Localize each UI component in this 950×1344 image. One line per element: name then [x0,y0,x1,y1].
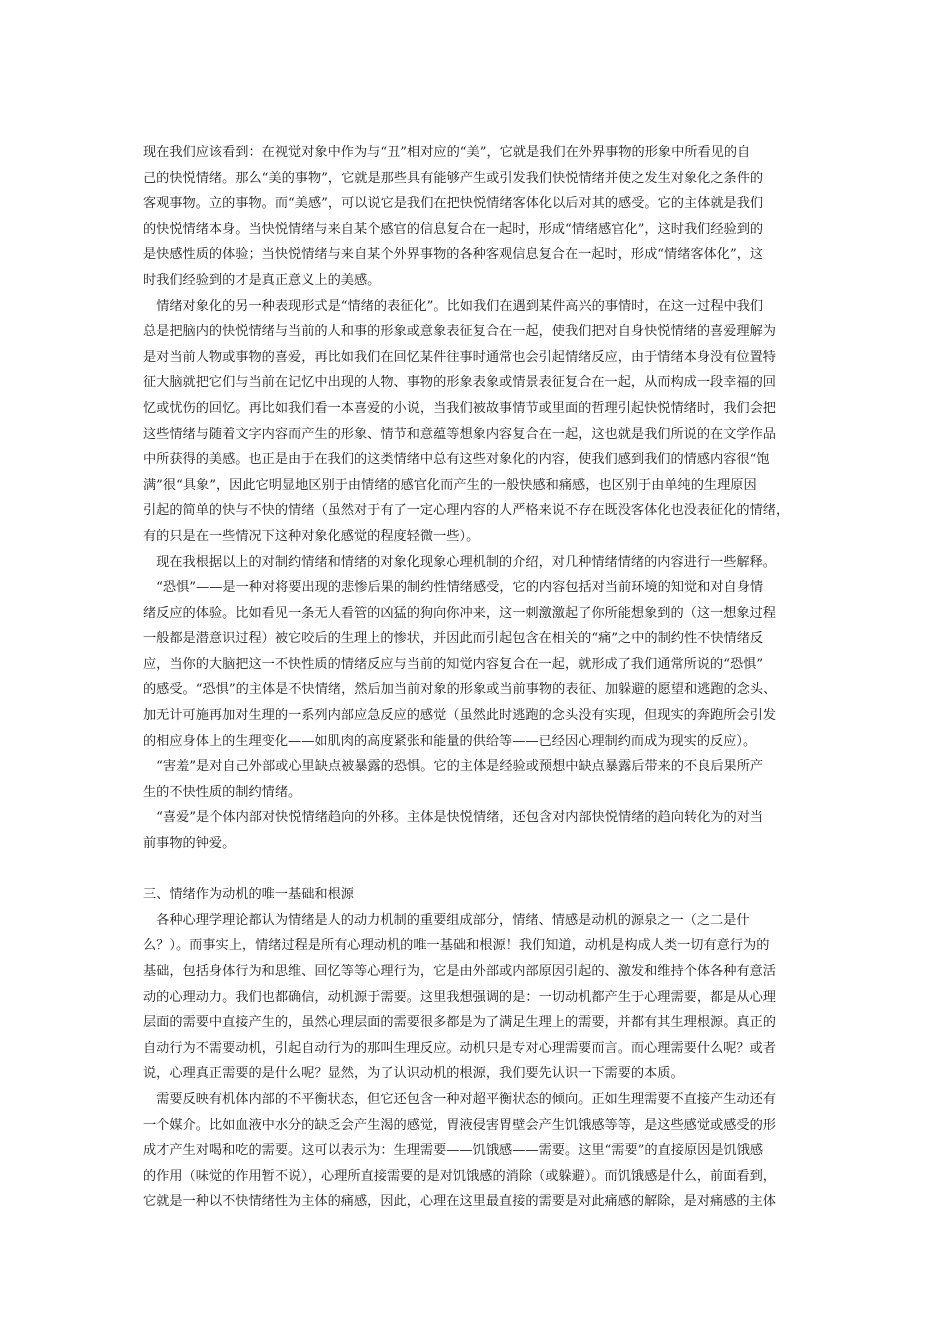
text-line: 前事物的钟爱。 [143,836,236,852]
text-line: 总是把脑内的快悦情绪与当前的人和事的形象或意象表征复合在一起，使我们把对自身快悦情绪的喜爱理解为 [143,324,776,340]
document-body [143,140,833,1215]
text-line: 时我们经验到的才是真正意义上的美感。 [143,272,381,288]
text-line: 需要反映有机体内部的不平衡状态，但它还包含一种对超平衡状态的倾向。正如生理需要不直接产生动还有 [143,1091,776,1107]
blank-line [143,857,833,883]
text-line: 动的心理动力。我们也都确信，动机源于需要。这里我想强调的是：一切动机都产生于心理需要，都是从心理 [143,989,776,1005]
text-line: 情绪对象化的另一种表现形式是“情绪的表征化”。比如我们在遇到某件高兴的事情时，在这一过程中我们 [143,298,764,314]
text-line: 基础，包括身体行为和思维、回忆等等心理行为，它是由外部或内部原因引起的、激发和维持个体各种有意活 [143,964,776,979]
text-line: 的作用（味觉的作用暂不说），心理所直接需要的是对饥饿感的消除（或躲避）。而饥饿感是什么，前面看到， [143,1168,776,1184]
text-line: 加无计可施再加对生理的一系列内部应急反应的感觉（虽然此时逃跑的念头没有实现，但现实的奔跑所会引发 [143,708,776,724]
text-line: 的快悦情绪本身。当快悦情绪与来自某个感官的信息复合在一起时，形成“情绪感官化”，这时我们经验到的 [143,221,764,237]
text-line: 现在我们应该看到：在视觉对象中作为与“丑”相对应的“美”，它就是我们在外界事物的形象中所看见的自 [143,145,751,160]
text-line: 的相应身体上的生理变化——如肌肉的高度紧张和能量的供给等——已经因心理制约而成为现实的反应）。 [143,733,757,749]
text-line: 它就是一种以不快情绪性为主体的痛感，因此，心理在这里最直接的需要是对此痛感的解除，是对痛感的主体 [143,1194,776,1210]
section-heading: 三、情绪作为动机的唯一基础和根源 [143,887,354,903]
text-line: 一个媒介。比如血液中水分的缺乏会产生渴的感觉，胃液侵害胃壁会产生饥饿感等等，是这些感觉或感受的形 [143,1117,776,1133]
text-line: 有的只是在一些情况下这种对象化感觉的程度轻微一些）。 [143,528,480,544]
text-line: 中所获得的美感。也正是由于在我们的这类情绪中总有这些对象化的内容，使我们感到我们的情感内容很“饱 [143,452,770,468]
text-line: 一般都是潜意识过程）被它咬后的生理上的惨状，并因此而引起包含在相关的“痛”之中的制约性不快情绪反 [143,631,764,647]
text-line: “喜爱”是个体内部对快悦情绪趋向的外移。主体是快悦情绪，还包含对内部快悦情绪的趋向转化为的对当 [143,810,764,826]
text-line: 满”很“具象”，因此它明显地区别于由情绪的感官化而产生的一般快感和痛感，也区别于由单纯的生理原因 [143,477,757,493]
text-line: 现在我根据以上的对制约情绪和情绪的对象化现象心理机制的介绍，对几种情绪情绪的内容进行一些解释。 [143,554,776,570]
text-line: 征大脑就把它们与当前在记忆中出现的人物、事物的形象表象或情景表征复合在一起，从而构成一段幸福的回 [143,375,776,391]
text-line: 的感受。“恐惧”的主体是不快情绪，然后加当前对象的形象或当前事物的表征、加躲避的愿望和逃跑的念头、 [143,682,777,698]
text-line: “害羞”是对自己外部或心里缺点被暴露的恐惧。它的主体是经验或预想中缺点暴露后带来的不良后果所产 [143,759,764,775]
text-line: 引起的简单的快与不快的情绪（虽然对于有了一定心理内容的人严格来说不存在既没客体化也没表征化的情绪， [143,503,790,519]
text-line: 自动行为不需要动机，引起自动行为的那叫生理反应。动机只是专对心理需要而言。而心理需要什么呢？或者 [143,1040,776,1056]
text-line: 层面的需要中直接产生的，虽然心理层面的需要很多都是为了满足生理上的需要，并都有其生理根源。真正的 [143,1015,776,1031]
text-line: 己的快悦情绪。那么“美的事物”，它就是那些具有能够产生或引发我们快悦情绪并使之发生对象化之条件的 [143,170,764,186]
text-line: “恐惧”——是一种对将要出现的悲惨后果的制约性情绪感受，它的内容包括对当前环境的知觉和对自身情 [143,580,764,596]
text-line: 这些情绪与随着文字内容而产生的形象、情节和意蕴等想象内容复合在一起，这也就是我们所说的在文学作品 [143,426,776,442]
text-line: 各种心理学理论都认为情绪是人的动力机制的重要组成部分，情绪、情感是动机的源泉之一（之二是什 [143,912,750,928]
text-line: 么？）。而事实上，情绪过程是所有心理动机的唯一基础和根源！我们知道，动机是构成人类一切有意行为的 [143,938,770,954]
text-line: 客观事物。立的事物。而“美感”，可以说它是我们在把快悦情绪客体化以后对其的感受。它的主体就是我们 [143,196,764,212]
text-line: 说，心理真正需要的是什么呢？显然，为了认识动机的根源，我们要先认识一下需要的本质。 [143,1066,684,1082]
text-line: 生的不快性质的制约情绪。 [143,784,302,800]
text-line: 应，当你的大脑把这一不快性质的情绪反应与当前的知觉内容复合在一起，就形成了我们通常所说的“恐惧” [143,656,764,672]
text-line: 是快感性质的体验；当快悦情绪与来自某个外界事物的各种客观信息复合在一起时，形成“情绪客体化”，这 [143,247,764,263]
text-line: 忆或忧伤的回忆。再比如我们看一本喜爱的小说，当我们被故事情节或里面的哲理引起快悦情绪时，我们会把 [143,400,776,416]
text-line: 成才产生对喝和吃的需要。这可以表示为：生理需要——饥饿感——需要。这里“需要”的直接原因是饥饿感 [143,1143,764,1159]
text-line: 绪反应的体验。比如看见一条无人看管的凶猛的狗向你冲来，这一刺激激起了你所能想象到的（这一想象过程 [143,605,776,621]
text-line: 是对当前人物或事物的喜爱，再比如我们在回忆某件往事时通常也会引起情绪反应，由于情绪本身没有位置特 [143,349,776,365]
